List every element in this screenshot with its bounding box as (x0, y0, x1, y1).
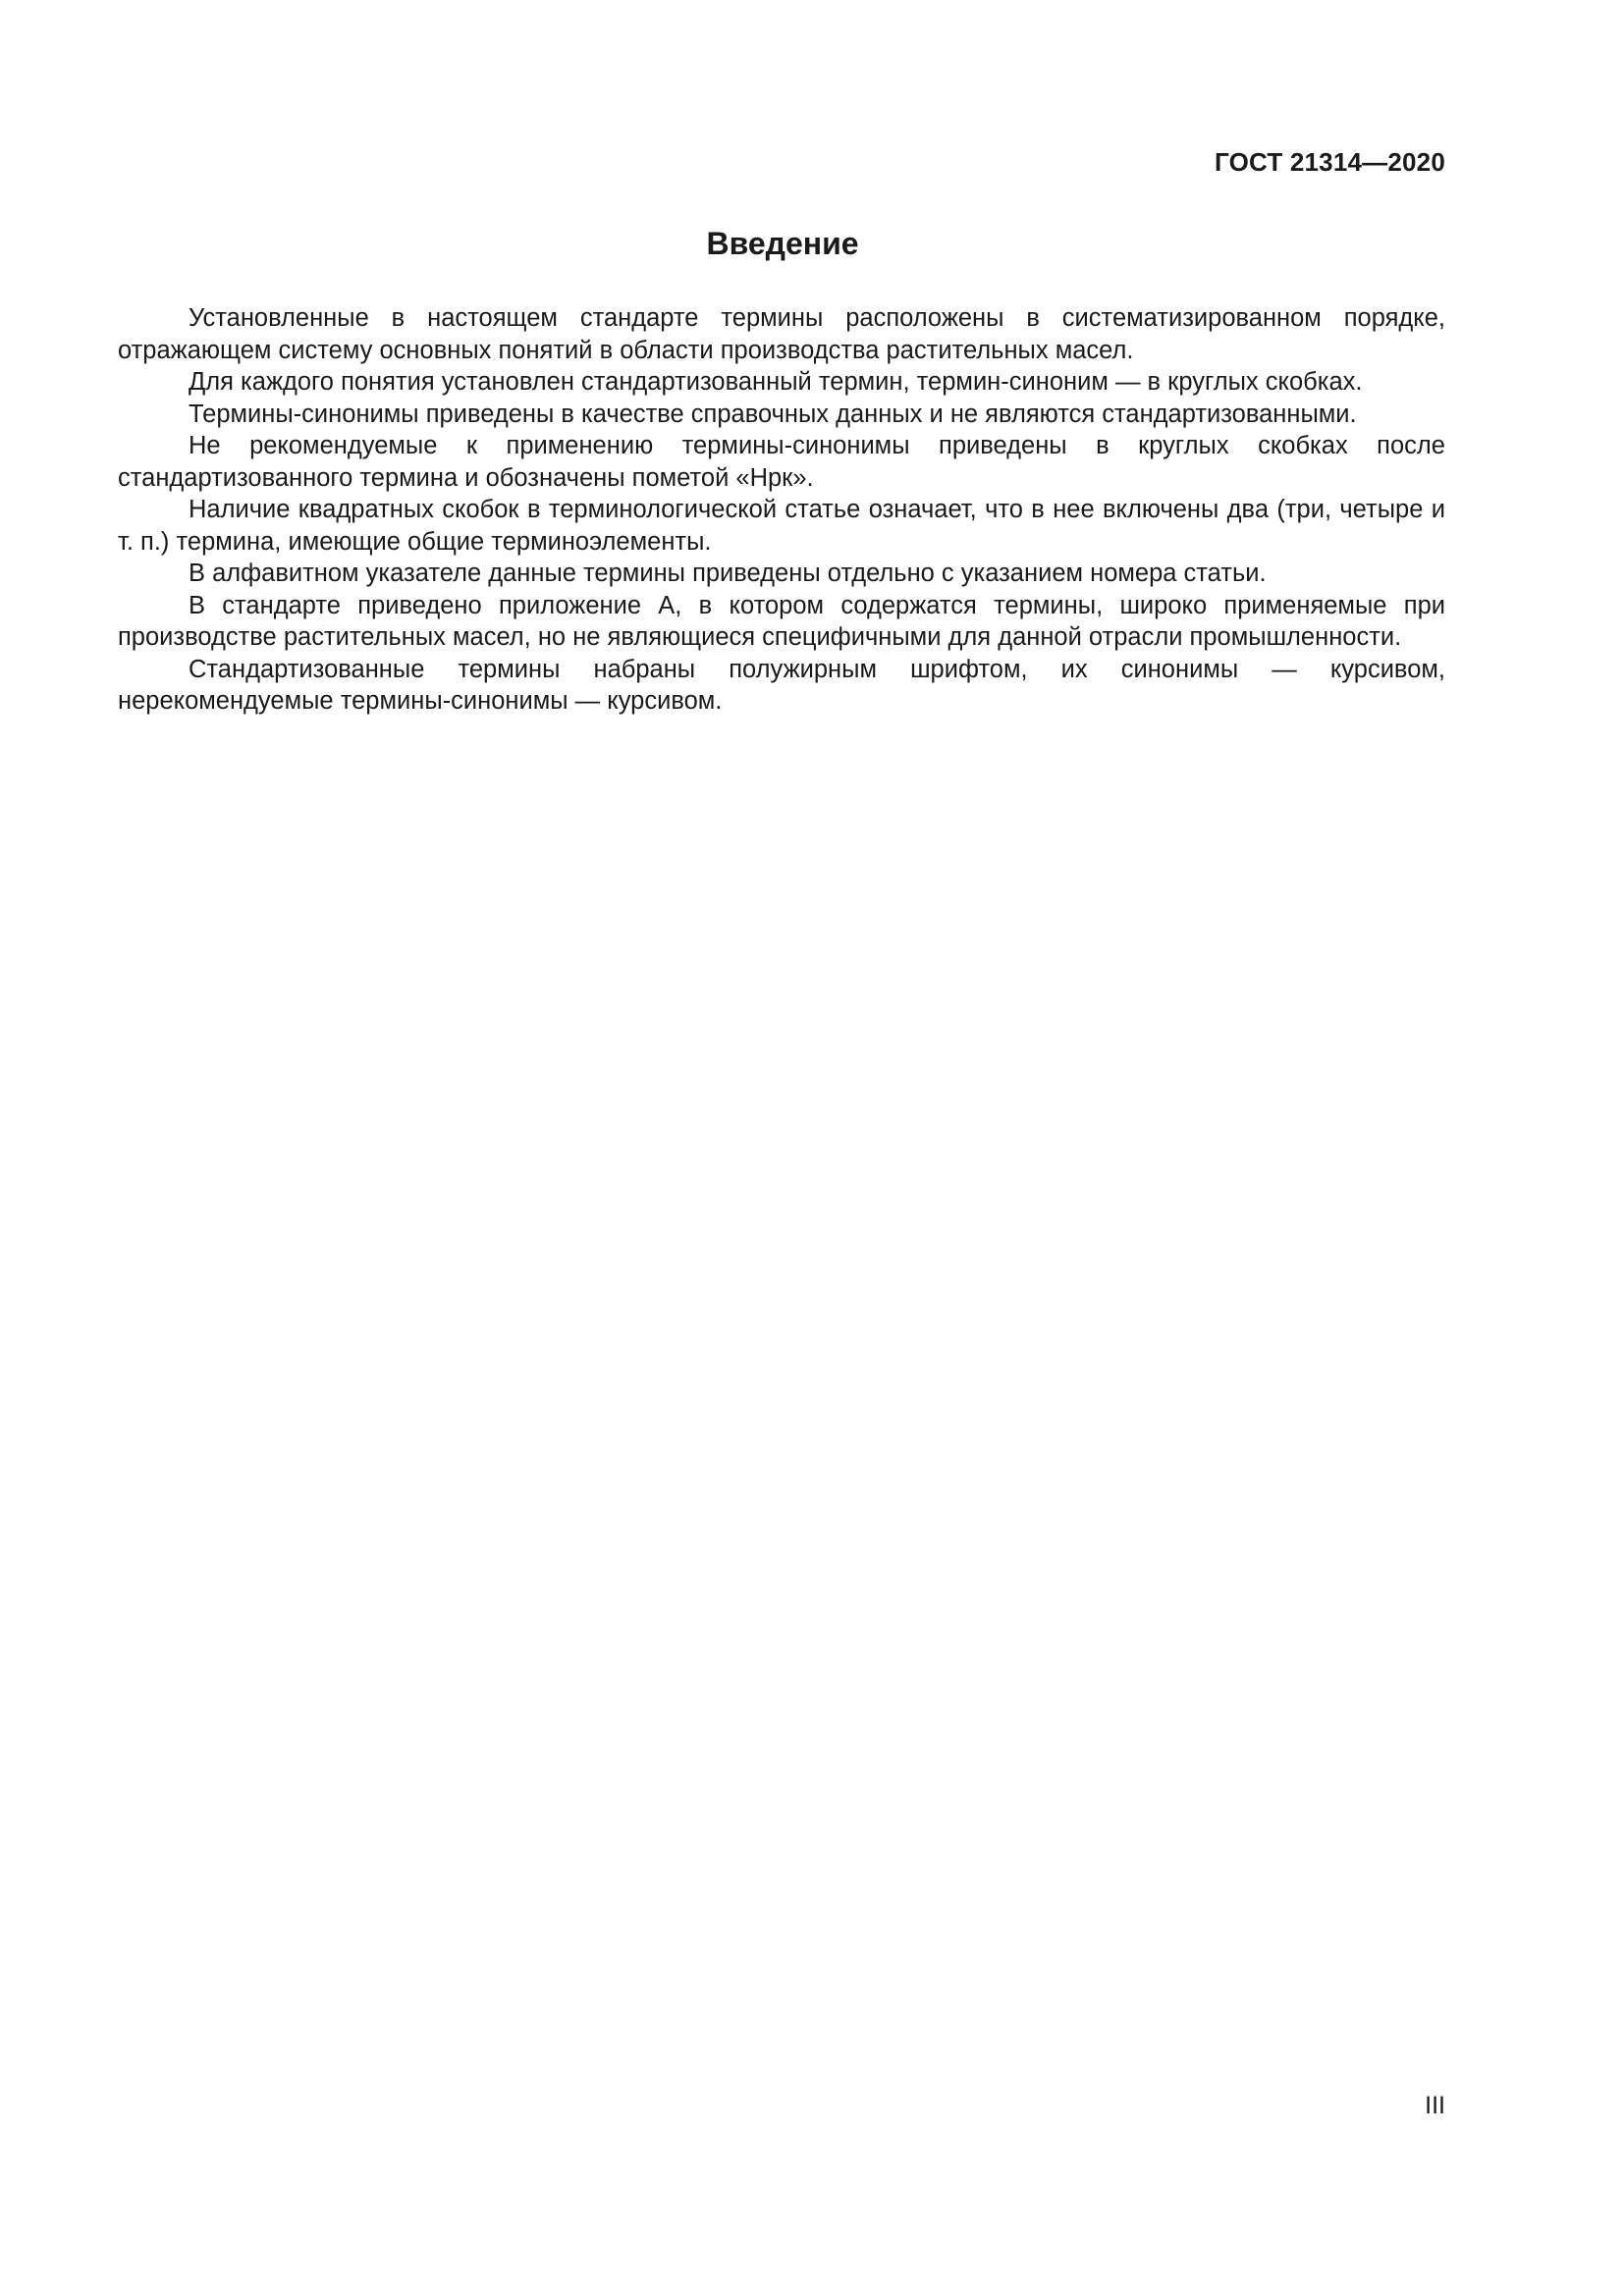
page-number: III (1425, 2092, 1445, 2119)
paragraph: В алфавитном указателе данные термины приведены отдельно с указанием номера статьи. (189, 560, 1267, 587)
paragraph: Установленные в настоящем стандарте термины расположены в систематизированном порядке, отражающем систему основных понятий в области производства растительных масел. (118, 304, 1445, 364)
paragraph: Термины-синонимы приведены в качестве справочных данных и не являются стандартизованными. (189, 400, 1357, 428)
section-title: Введение (706, 226, 859, 261)
paragraph: Для каждого понятия установлен стандартизованный термин, термин-синоним — в круглых скобках. (189, 368, 1363, 396)
paragraph: Не рекомендуемые к применению термины-синонимы приведены в круглых скобках после стандартизованного термина и обозначены пометой «Нрк». (118, 432, 1445, 492)
paragraph: В стандарте приведено приложение А, в котором содержатся термины, широко применяемые при производстве растительных масел, но не являющиеся специфичными для данной отрасли промышленности. (118, 591, 1445, 651)
introduction-body (118, 302, 1445, 718)
paragraph: Наличие квадратных скобок в терминологической статье означает, что в нее включены два (три, четыре и т. п.) термина, имеющие общие терминоэлементы. (118, 496, 1445, 556)
document-code: ГОСТ 21314—2020 (1215, 147, 1445, 177)
paragraph: Стандартизованные термины набраны полужирным шрифтом, их синонимы — курсивом, нерекомендуемые термины-синонимы — курсивом. (118, 655, 1445, 715)
